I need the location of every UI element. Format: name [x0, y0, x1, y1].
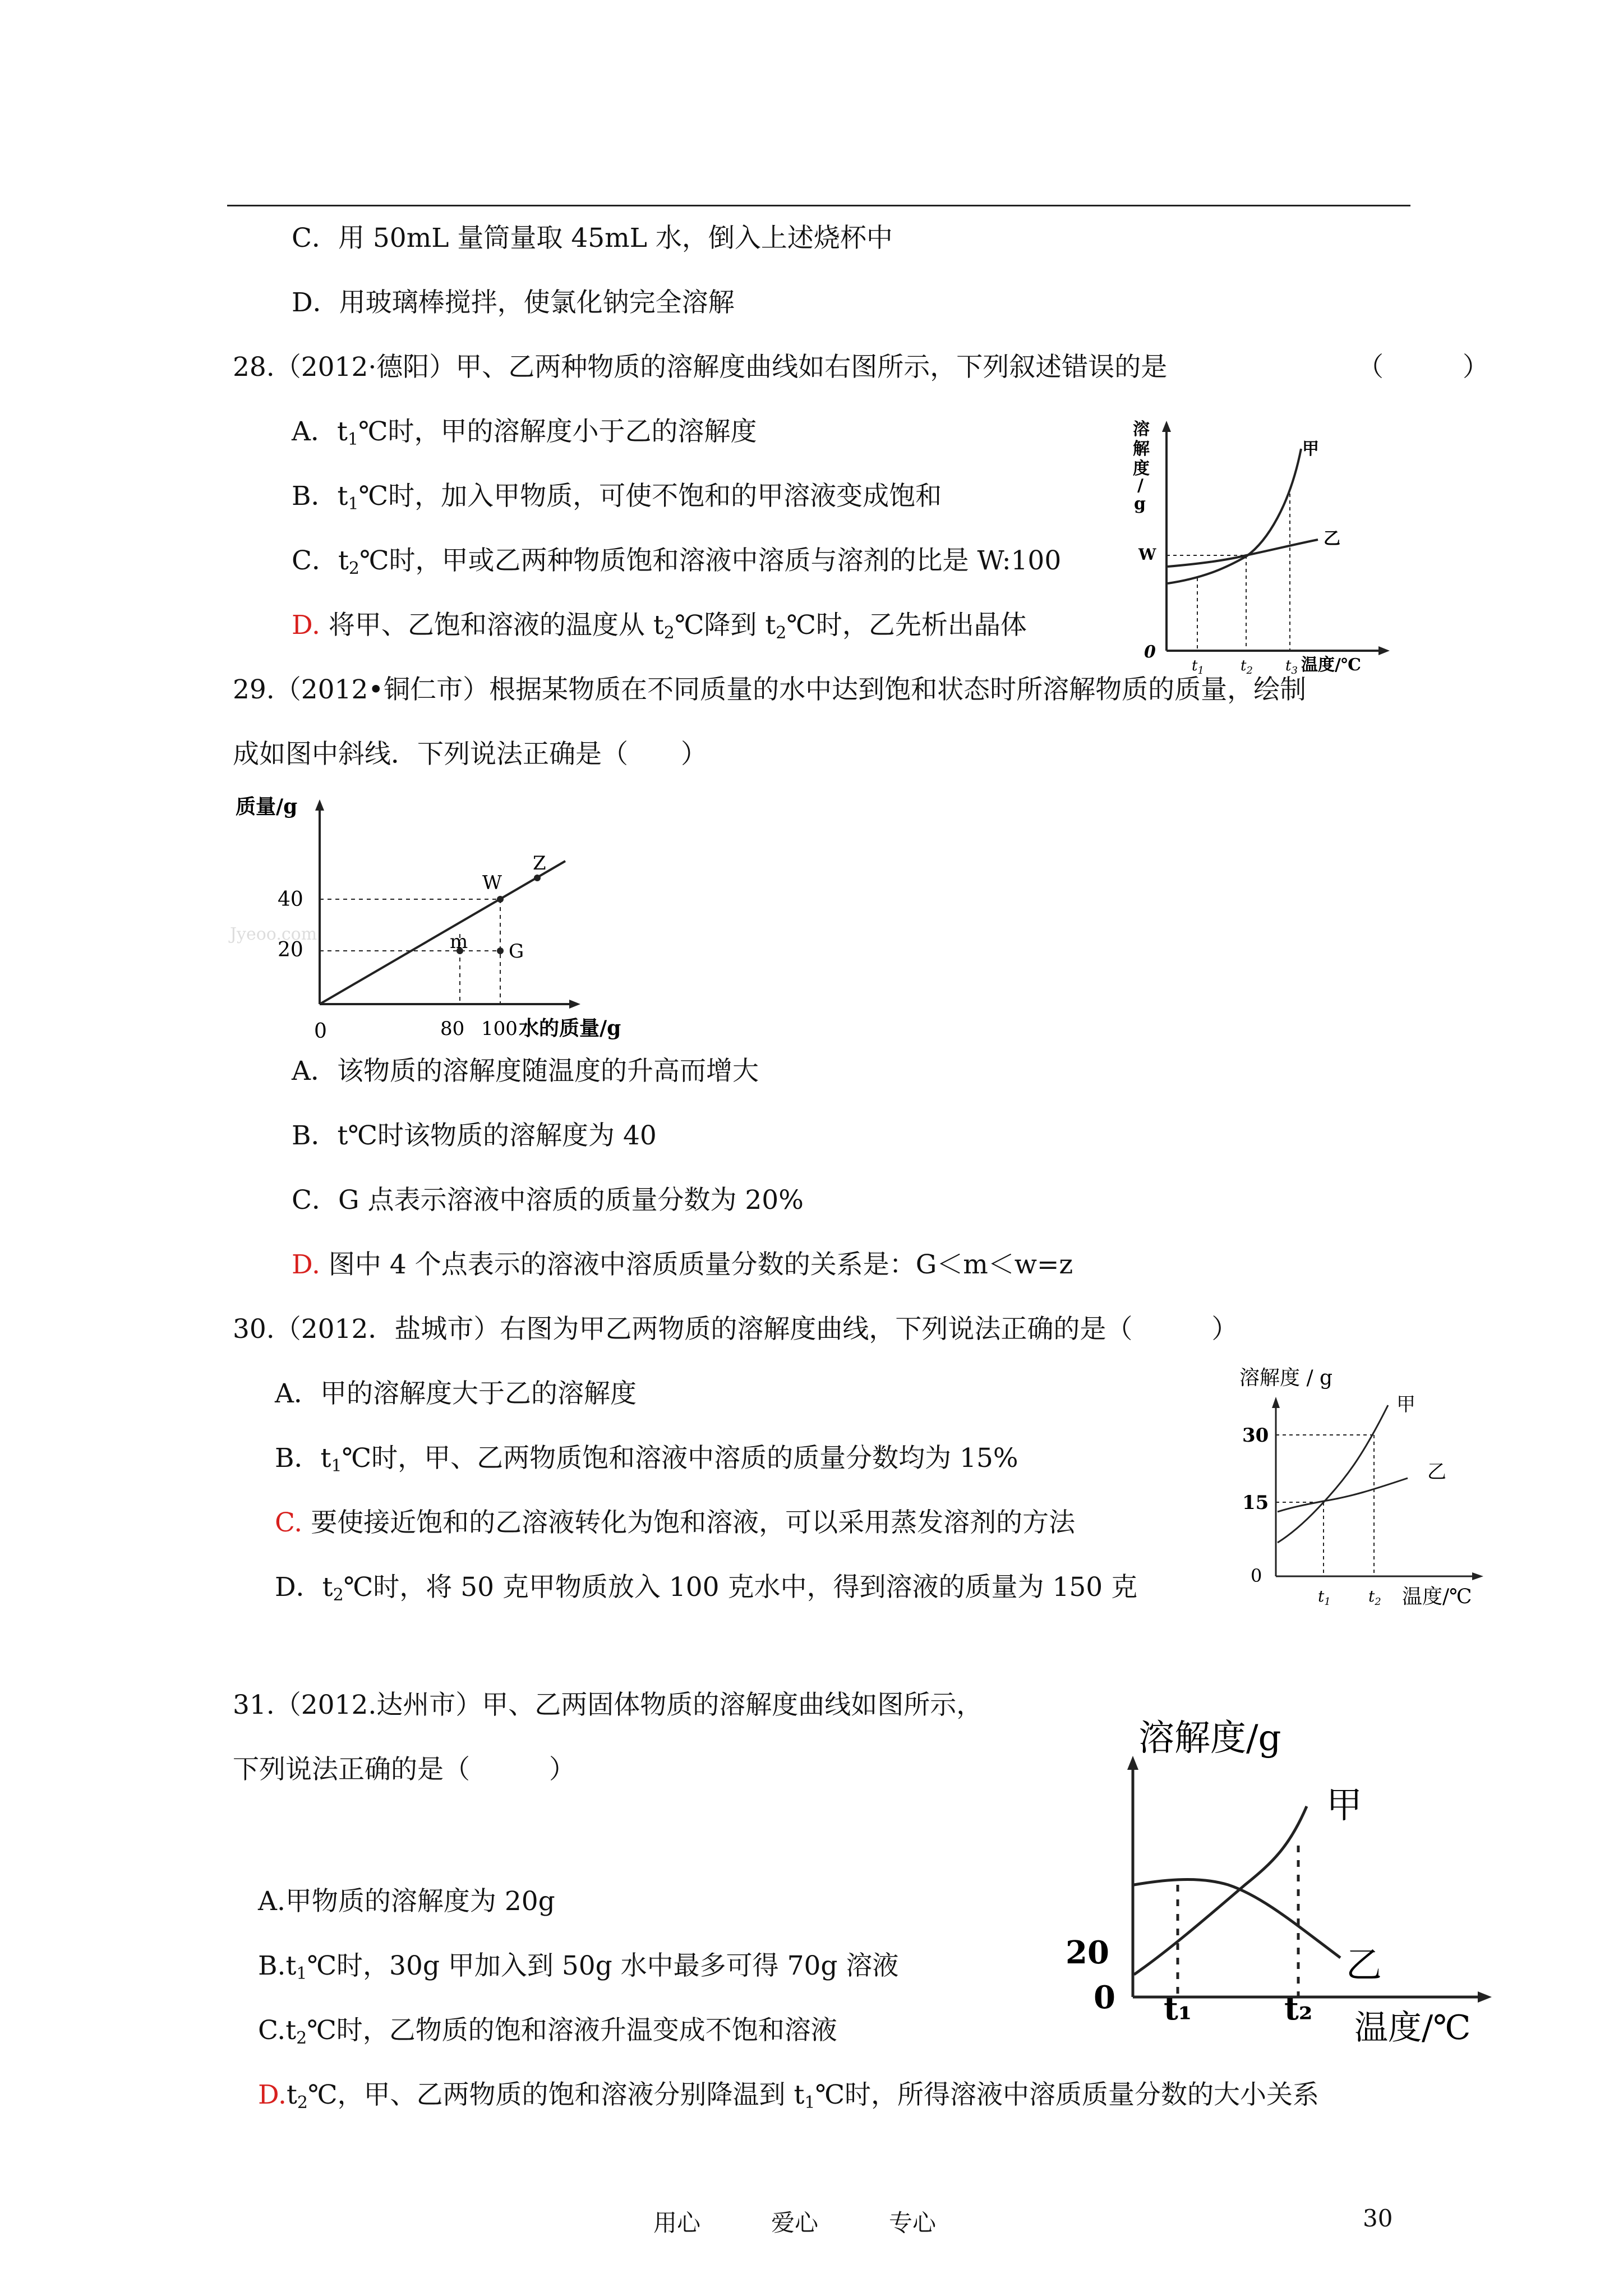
q28-option-a: A．$t_1℃$时，甲的溶解度小于乙的溶解度 — [292, 416, 757, 449]
page-number: 30 — [1363, 2205, 1393, 2232]
series-label-jia: 甲 — [1302, 439, 1319, 459]
ylabel: 溶解度/g — [1138, 1718, 1281, 1759]
answer-mark: D. — [292, 1249, 320, 1280]
saturation-line — [320, 861, 565, 1004]
ylabel-char: g — [1134, 494, 1146, 514]
q30-option-d: D．$t_2℃$时，将 50 克甲物质放入 100 克水中，得到溶液的质量为 150 克 — [275, 1572, 1138, 1605]
w-tick-label: W — [1138, 545, 1156, 564]
q31-stem: 31.（2012.达州市）甲、乙两固体物质的溶解度曲线如图所示， — [233, 1690, 983, 1720]
origin-label: 0 — [1251, 1565, 1262, 1586]
y30-label: 30 — [1242, 1424, 1269, 1447]
point-g — [497, 947, 504, 954]
t2-tick-label: $t_2$ — [1368, 1587, 1381, 1608]
y20-label: 20 — [1066, 1934, 1109, 1971]
point-z — [534, 875, 541, 881]
curve-yi — [1168, 540, 1318, 567]
q28-option-b: B．$t_1℃$时，加入甲物质，可使不饱和的甲溶液变成饱和 — [292, 481, 942, 514]
point-z-label: Z — [533, 852, 546, 875]
xlabel: 温度/℃ — [1301, 655, 1361, 675]
t2-tick-label: $t_2$ — [1241, 657, 1253, 677]
x80-label: 80 — [440, 1018, 465, 1040]
q28-option-d: D. 将甲、乙饱和溶液的温度从 $t_2℃$降到 $t_2℃$时，乙先析出晶体 — [292, 610, 1027, 643]
series-label-jia: 甲 — [1326, 1785, 1362, 1826]
q30-option-b: B．$t_1℃$时，甲、乙两物质饱和溶液中溶质的质量分数均为 15% — [275, 1443, 1018, 1476]
q30-solubility-chart — [1234, 1363, 1503, 1616]
q27-option-d: D．用玻璃棒搅拌，使氯化钠完全溶解 — [292, 287, 735, 318]
q31-stem-cont: 下列说法正确的是（ ） — [233, 1754, 575, 1785]
xlabel: 水的质量/g — [519, 1016, 621, 1040]
q29-mass-chart — [230, 794, 667, 1041]
x-arrow — [1478, 1991, 1492, 2003]
point-w — [497, 896, 504, 903]
curve-jia — [1134, 1806, 1307, 1975]
q31-option-a: A.甲物质的溶解度为 20g — [258, 1886, 555, 1917]
q29-option-a: A．该物质的溶解度随温度的升高而增大 — [292, 1056, 759, 1087]
origin-label: 0 — [314, 1020, 327, 1043]
t1-tick-label: t₁ — [1164, 1990, 1192, 2027]
y-arrow — [1162, 421, 1171, 432]
q31-option-c: $C.t_2℃$时，乙物质的饱和溶液升温变成不饱和溶液 — [258, 2015, 837, 2048]
q29-stem-cont: 成如图中斜线．下列说法正确是（ ） — [233, 739, 707, 770]
ylabel-char: 度 — [1133, 459, 1150, 478]
series-label-yi: 乙 — [1324, 529, 1340, 549]
x-arrow — [1378, 646, 1390, 655]
point-g-label: G — [509, 940, 524, 963]
q31-solubility-chart — [1060, 1717, 1520, 2047]
q30-option-a: A．甲的溶解度大于乙的溶解度 — [275, 1378, 637, 1409]
q30-option-c: C. 要使接近饱和的乙溶液转化为饱和溶液，可以采用蒸发溶剂的方法 — [275, 1507, 1076, 1538]
q29-option-b: B．t℃时该物质的溶解度为 40 — [292, 1120, 657, 1151]
answer-mark: C. — [275, 1507, 303, 1538]
ylabel-char: / — [1137, 476, 1144, 495]
ylabel-char: 溶 — [1133, 420, 1150, 439]
curve-yi — [1278, 1478, 1408, 1512]
q28-stem: 28.（2012·德阳）甲、乙两种物质的溶解度曲线如右图所示，下列叙述错误的是 — [233, 352, 1168, 383]
origin-label: 0 — [1094, 1979, 1115, 2016]
point-w-label: W — [482, 872, 502, 894]
ylabel: 溶解度 / g — [1239, 1366, 1333, 1389]
y20-label: 20 — [278, 938, 303, 961]
x100-label: 100 — [481, 1018, 518, 1040]
y40-label: 40 — [278, 888, 303, 911]
series-label-yi: 乙 — [1346, 1945, 1382, 1986]
y-arrow — [315, 799, 324, 811]
answer-mark: D. — [258, 2079, 287, 2110]
q29-stem: 29.（2012•铜仁市）根据某物质在不同质量的水中达到饱和状态时所溶解物质的质量，绘制 — [233, 674, 1307, 705]
header-rule — [227, 205, 1410, 206]
series-label-yi: 乙 — [1427, 1461, 1446, 1483]
ylabel: 质量/g — [236, 795, 298, 818]
origin-label: 0 — [1144, 642, 1156, 662]
x-arrow — [569, 1000, 580, 1009]
q30-stem: 30.（2012．盐城市）右图为甲乙两物质的溶解度曲线，下列说法正确的是（ ） — [233, 1314, 1238, 1345]
q29-option-c: C．G 点表示溶液中溶质的质量分数为 20% — [292, 1185, 804, 1216]
x-arrow — [1472, 1572, 1483, 1580]
series-label-jia: 甲 — [1396, 1393, 1415, 1416]
watermark: Jyeoo.com — [230, 924, 317, 944]
curve-jia — [1168, 449, 1301, 583]
ylabel-char: 解 — [1133, 439, 1150, 459]
y-arrow — [1127, 1756, 1138, 1770]
q29-option-d: D. 图中 4 个点表示的溶液中溶质质量分数的关系是：G＜m＜w=z — [292, 1249, 1073, 1280]
xlabel: 温度/℃ — [1402, 1585, 1472, 1608]
q28-solubility-chart — [1122, 415, 1391, 677]
curve-jia — [1278, 1405, 1388, 1543]
y-arrow — [1272, 1397, 1280, 1408]
t2-tick-label: t₂ — [1284, 1990, 1313, 2027]
q27-option-c: C．用 50mL 量筒量取 45mL 水，倒入上述烧杯中 — [292, 223, 893, 254]
y15-label: 15 — [1242, 1492, 1269, 1514]
t1-tick-label: $t_1$ — [1192, 657, 1204, 677]
t1-tick-label: $t_1$ — [1318, 1587, 1331, 1608]
q28-option-c: C．$t_2℃$时，甲或乙两种物质饱和溶液中溶质与溶剂的比是 W:100 — [292, 545, 1062, 578]
point-m-label: m — [450, 931, 468, 953]
xlabel: 温度/℃ — [1354, 2008, 1471, 2047]
q31-option-d: $D.t_2℃$，甲、乙两物质的饱和溶液分别降温到 $t_1℃$时，所得溶液中溶质质量分数的大小关系 — [258, 2079, 1320, 2113]
q31-option-b: $B.t_1℃$时，30g 甲加入到 50g 水中最多可得 70g 溶液 — [258, 1950, 899, 1984]
t3-tick-label: $t_3$ — [1285, 657, 1298, 677]
answer-mark: D. — [292, 610, 320, 641]
q28-answer-bracket: （ ） — [1357, 352, 1489, 383]
footer-motto: 用心 爱心 专心 — [653, 2209, 937, 2237]
